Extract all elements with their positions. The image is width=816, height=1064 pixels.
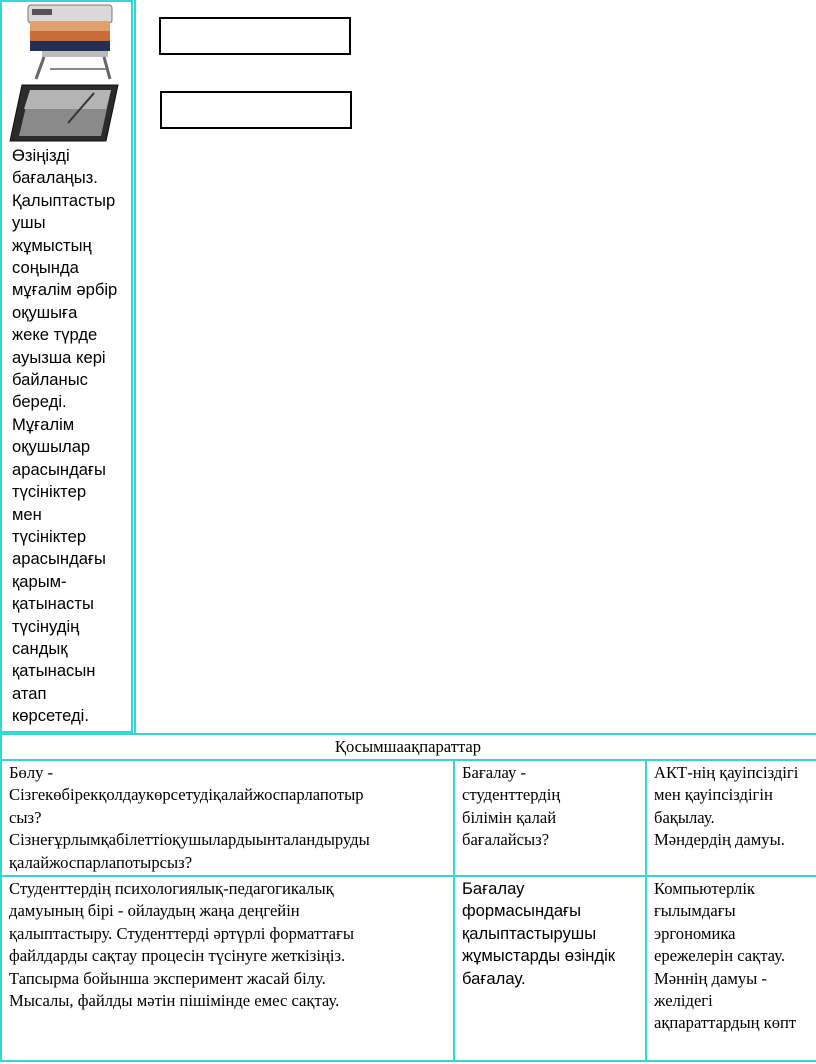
column-divider bbox=[134, 0, 136, 735]
table-border bbox=[0, 759, 816, 761]
table-cell: Бағалау - студенттердің білімін қалай бағалайсыз? bbox=[462, 763, 561, 850]
table-border bbox=[0, 1060, 816, 1062]
graphics-tablet-icon bbox=[8, 83, 120, 143]
table-cell: Бағалау формасындағы қалыптастырушы жұмыстарды өзіндік бағалау. bbox=[462, 879, 616, 988]
table-header: Қосымшаақпараттар bbox=[334, 737, 482, 756]
left-panel-text: Өзіңізді бағалаңыз. Қалыптастыр ушы жұмыстың соңында мұғалім әрбір оқушыға жеке түрде ауызша кері байланыс береді. Мұғалім оқушылар арасындағы түсініктер мен түсініктер арасындағы қарым- қатынасты түсінудің сандық қатынасын атап көрсетеді. bbox=[12, 146, 118, 726]
empty-answer-box bbox=[159, 17, 351, 55]
table-border bbox=[0, 875, 816, 877]
table-cell: АКТ-нің қауіпсіздігі мен қауіпсіздігін бақылау. Мәндердің дамуы. bbox=[654, 763, 799, 850]
table-border bbox=[453, 760, 455, 1062]
table-cell: Бөлу - Сізгекөбірекқолдаукөрсетудіқалайжоспарлапотыр сыз? Сізнеғұрлымқабілеттіоқушылардыынталандыруды қалайжоспарлапотырсыз? bbox=[9, 763, 370, 872]
table-border bbox=[0, 733, 816, 735]
table-cell: Компьютерлік ғылымдағы эргономика ережелерін сақтау. Мәннің дамуы - желідегі ақпараттардың көпт bbox=[654, 879, 797, 1033]
table-border bbox=[0, 733, 2, 1062]
empty-answer-box bbox=[160, 91, 352, 129]
table-cell: Студенттердің психологиялық-педагогикалық дамуының бірі - ойлаудың жаңа деңгейін қалыптастыру. Студенттерді әртүрлі форматтағы файлдарды сақтау процесін түсінуге жеткізіңіз. Тапсырма бойынша эксперимент жасай білу. Мысалы, файлды мәтін пішімінде емес сақтау. bbox=[9, 879, 354, 1011]
table-border bbox=[645, 760, 647, 1062]
plotter-printer-icon bbox=[20, 3, 118, 81]
